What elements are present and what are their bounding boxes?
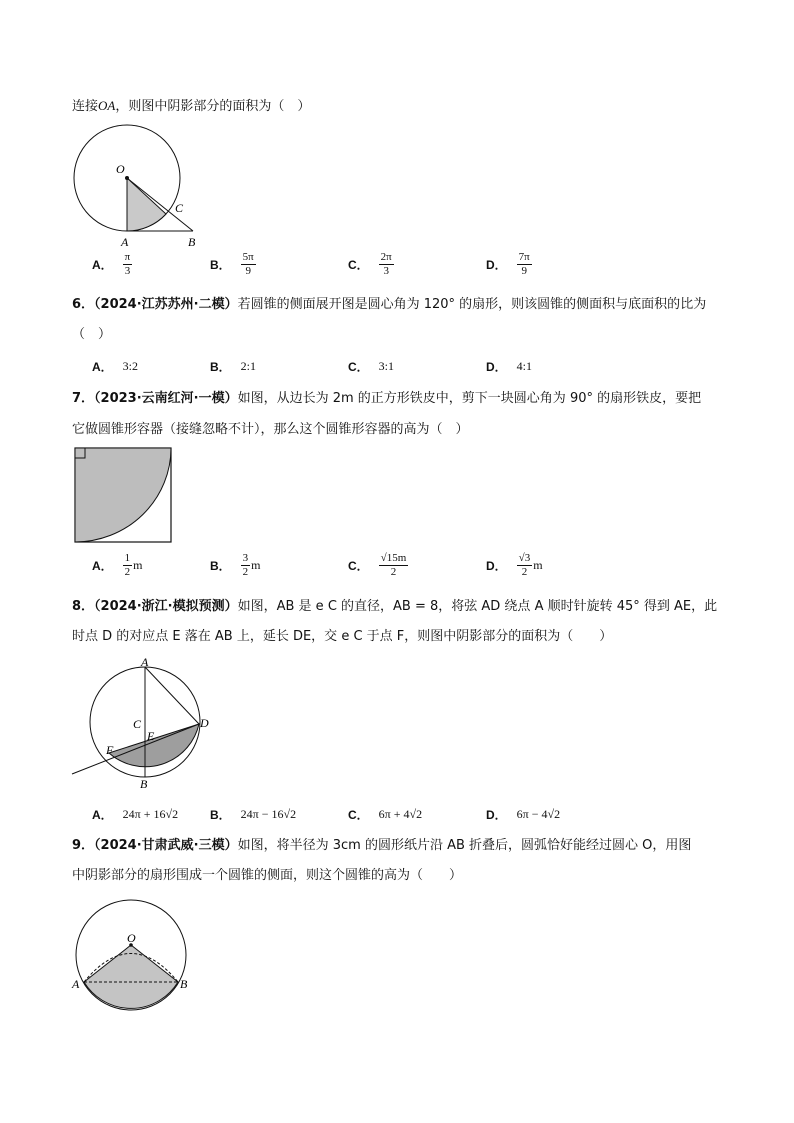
q7-option-b[interactable]: B． $\frac{3}{2}$ m: [210, 552, 261, 578]
q8-figure: [68, 655, 218, 795]
q5-option-b[interactable]: B． $\frac{5\pi}{9}$: [210, 251, 254, 277]
q8-stem: 8．（2024·浙江·模拟预测）如图，AB 是 e C 的直径，AB = 8，将弦 AD 绕点 A 顺时针旋转 45° 得到 AE，此: [72, 599, 718, 614]
q5-label-b: B: [188, 235, 196, 249]
q5-label-o: O: [116, 162, 125, 176]
q8-option-b[interactable]: B． 24π − 16√2: [210, 807, 297, 822]
q8-stem-2: 时点 D 的对应点 E 落在 AB 上，延长 DE，交 e C 于点 F，则图中阴影部分的面积为（ ）: [72, 629, 613, 644]
q5-option-d[interactable]: D． $\frac{7\pi}{9}$: [486, 251, 530, 277]
q6-option-b[interactable]: B． 2:1: [210, 359, 257, 374]
q5-label-c: C: [175, 201, 184, 215]
q9-label-o: O: [127, 931, 136, 945]
q9-stem-2: 中阴影部分的扇形围成一个圆锥的侧面，则这个圆锥的高为（ ）: [72, 868, 463, 883]
q8-option-a[interactable]: A． 24π + 16√2: [92, 807, 179, 822]
q8-label-c: C: [133, 717, 142, 731]
q7-option-a[interactable]: A． $\frac{1}{2}$ m: [92, 552, 143, 578]
q9-label-a: A: [72, 977, 80, 991]
q8-option-c[interactable]: C． 6π + 4√2: [348, 807, 423, 822]
q7-stem-2: 它做圆锥形容器（接缝忽略不计），那么这个圆锥形容器的高为（ ）: [72, 422, 469, 437]
q5-option-c[interactable]: C． $\frac{2\pi}{3}$: [348, 251, 392, 277]
q5-stem: 连接OA，则图中阴影部分的面积为（ ）: [72, 98, 311, 114]
q8-label-d: D: [200, 716, 209, 730]
q8-label-a: A: [141, 655, 149, 669]
q6-stem-2: （ ）: [72, 327, 112, 342]
q6-option-d[interactable]: D． 4:1: [486, 359, 533, 374]
q6-options: [92, 358, 692, 376]
q7-figure: [74, 447, 176, 547]
q5-options: [92, 251, 692, 287]
q8-label-b: B: [140, 777, 148, 791]
q8-label-f: F: [106, 743, 114, 757]
q8-label-e: E: [147, 729, 155, 743]
q7-option-c[interactable]: C． $\frac{√15m}{2}$: [348, 552, 407, 578]
q9-label-b: B: [180, 977, 188, 991]
q7-options: [92, 552, 692, 588]
q6-option-a[interactable]: A． 3:2: [92, 359, 139, 374]
q5-option-a[interactable]: A． $\frac{\pi}{3}$: [92, 251, 131, 277]
q6-stem: 6．（2024·江苏苏州·二模）若圆锥的侧面展开图是圆心角为 120° 的扇形，则该圆锥的侧面积与底面积的比为: [72, 297, 707, 312]
q8-options: [92, 806, 692, 824]
q6-option-c[interactable]: C． 3:1: [348, 359, 395, 374]
q5-label-a: A: [121, 235, 129, 249]
q5-figure: [68, 124, 208, 254]
q9-stem: 9．（2024·甘肃武威·三模）如图，将半径为 3cm 的圆形纸片沿 AB 折叠后，圆弧恰好能经过圆心 O，用图: [72, 838, 692, 853]
q8-option-d[interactable]: D． 6π − 4√2: [486, 807, 561, 822]
q7-option-d[interactable]: D． $\frac{√3}{2}$ m: [486, 552, 543, 578]
q9-figure: [68, 895, 198, 1025]
q7-stem: 7．（2023·云南红河·一模）如图，从边长为 2m 的正方形铁皮中，剪下一块圆心角为 90° 的扇形铁皮，要把: [72, 391, 702, 406]
